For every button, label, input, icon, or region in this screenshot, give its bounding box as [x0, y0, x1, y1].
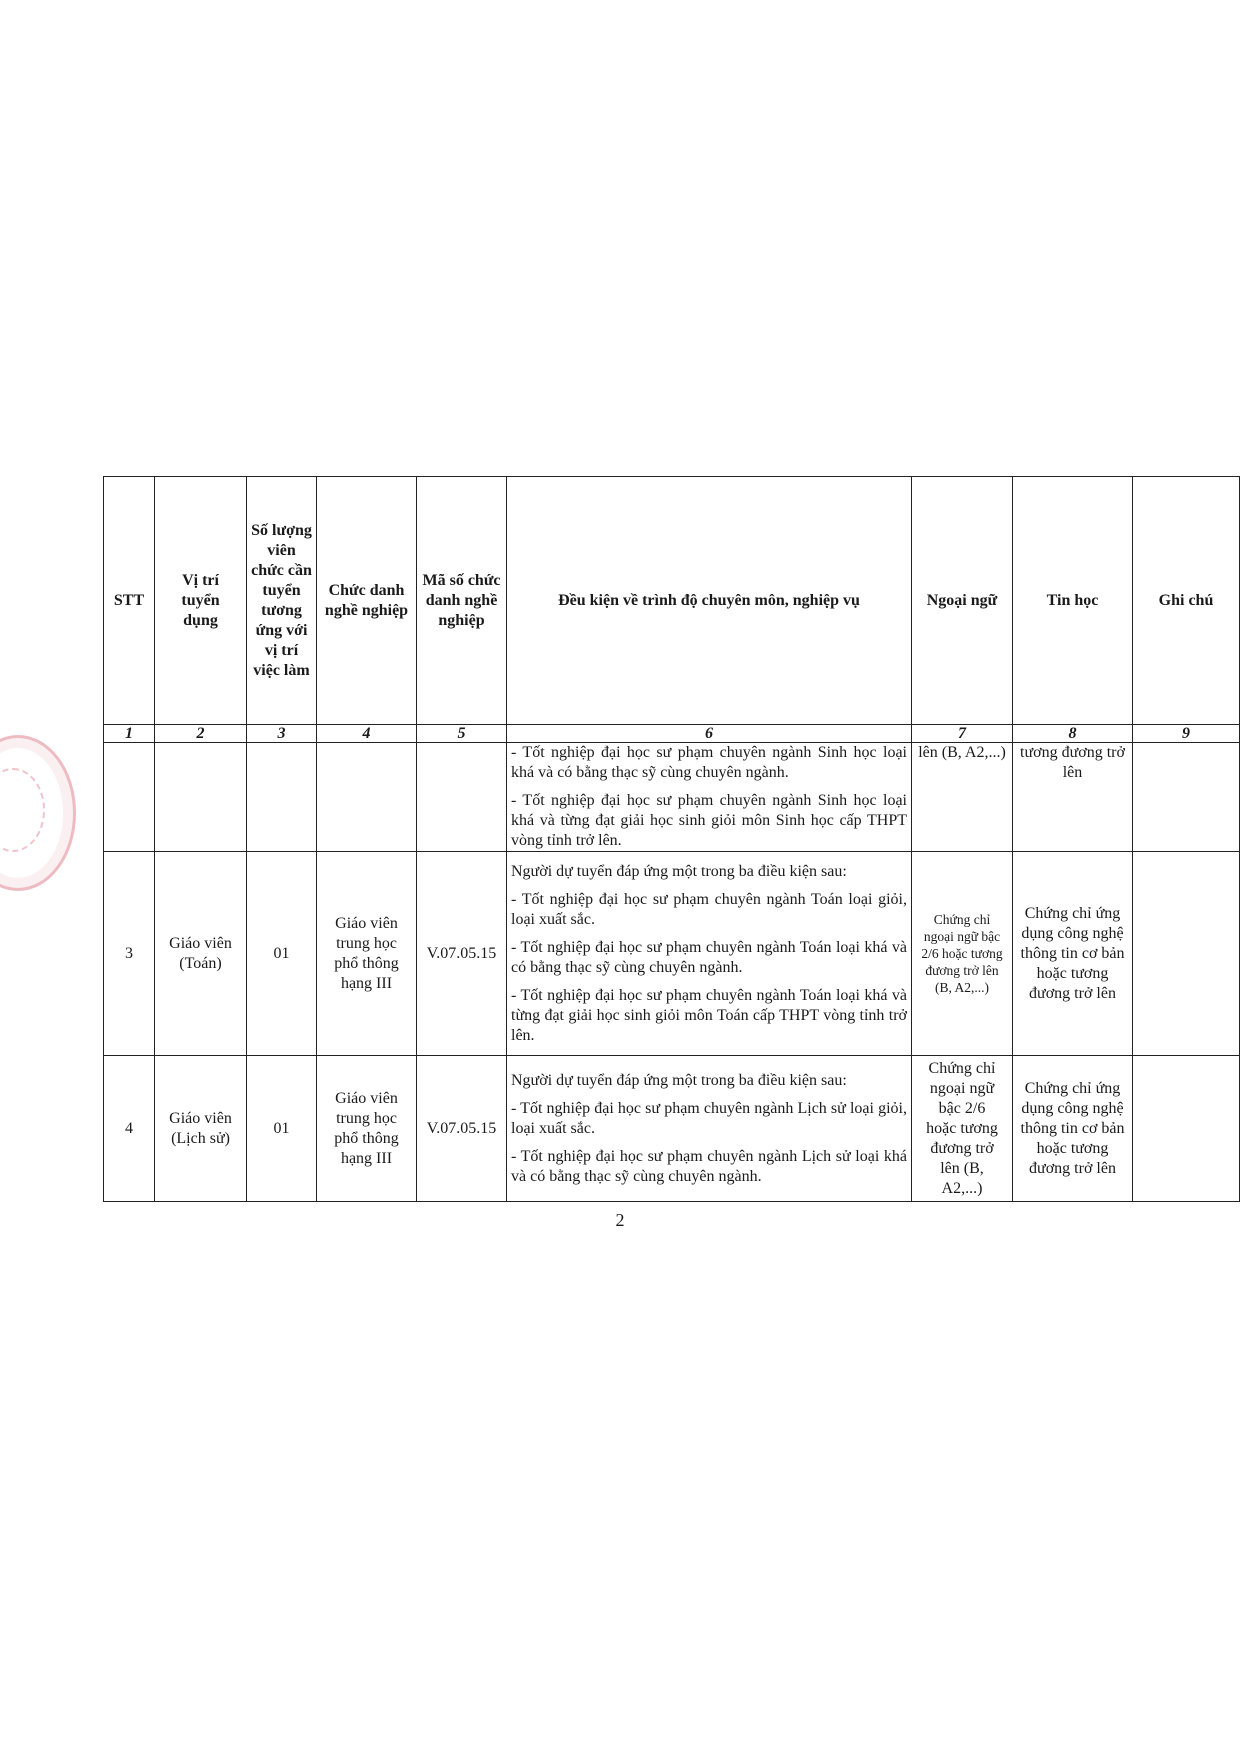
cell-stt: 3: [104, 852, 155, 1056]
header-title: Chức danh nghề nghiệp: [317, 477, 417, 725]
column-number: 8: [1013, 725, 1133, 743]
condition-line: Người dự tuyển đáp ứng một trong ba điều kiện sau:: [511, 862, 847, 880]
condition-line: - Tốt nghiệp đại học sư phạm chuyên ngành Toán loại khá và có bằng thạc sỹ cùng chuyên ngành.: [511, 938, 907, 976]
condition-line: - Tốt nghiệp đại học sư phạm chuyên ngành Toán loại khá và từng đạt giải học sinh giỏi môn Toán cấp THPT vòng tỉnh trở lên.: [511, 986, 907, 1044]
page-number: 2: [615, 1210, 625, 1230]
recruitment-table: [103, 476, 1240, 1202]
column-number: 4: [317, 725, 417, 743]
condition-line: - Tốt nghiệp đại học sư phạm chuyên ngành Sinh học loại khá và có bằng thạc sỹ cùng chuyên ngành.: [511, 744, 907, 781]
condition-line: Người dự tuyển đáp ứng một trong ba điều kiện sau:: [511, 1071, 847, 1089]
header-language: Ngoại ngữ: [912, 477, 1013, 725]
table-row: [104, 852, 1240, 1056]
column-number-row: [104, 725, 1240, 743]
table-row: [104, 1056, 1240, 1202]
column-number: 3: [247, 725, 317, 743]
cell-title: Giáo viên trung học phổ thông hạng III: [317, 852, 417, 1056]
header-note: Ghi chú: [1133, 477, 1240, 725]
cell-position: Giáo viên (Toán): [155, 852, 247, 1056]
column-number: 5: [417, 725, 507, 743]
cell-note: [1133, 852, 1240, 1056]
header-quantity: Số lượng viên chức cần tuyển tương ứng với vị trí việc làm: [247, 477, 317, 725]
header-conditions: Đều kiện về trình độ chuyên môn, nghiệp vụ: [507, 477, 912, 725]
red-seal-stamp: [0, 735, 76, 891]
cell-stt: 4: [104, 1056, 155, 1202]
cell-conditions: [507, 852, 912, 1056]
condition-line: - Tốt nghiệp đại học sư phạm chuyên ngành Toán loại giỏi, loại xuất sắc.: [511, 890, 907, 928]
column-number: 2: [155, 725, 247, 743]
column-number: 1: [104, 725, 155, 743]
cell-code: V.07.05.15: [417, 852, 507, 1056]
column-number: 6: [507, 725, 912, 743]
cell-code: [417, 743, 507, 852]
cell-code: V.07.05.15: [417, 1056, 507, 1202]
header-row: [104, 477, 1240, 725]
cell-quantity: 01: [247, 1056, 317, 1202]
header-stt: STT: [104, 477, 155, 725]
header-position: Vị trí tuyển dụng: [155, 477, 247, 725]
condition-line: - Tốt nghiệp đại học sư phạm chuyên ngành Sinh học loại khá và từng đạt giải học sinh giỏi môn Sinh học cấp THPT vòng tỉnh trở lên.: [511, 792, 907, 849]
cell-language: Chứng chỉ ngoại ngữ bậc 2/6 hoặc tương đương trở lên (B, A2,...): [912, 852, 1013, 1056]
condition-line: - Tốt nghiệp đại học sư phạm chuyên ngành Lịch sử loại giỏi, loại xuất sắc.: [511, 1099, 907, 1137]
cell-position: [155, 743, 247, 852]
cell-conditions: [507, 1056, 912, 1202]
cell-position: Giáo viên (Lịch sử): [155, 1056, 247, 1202]
cell-conditions: [507, 743, 912, 852]
table-row: [104, 743, 1240, 852]
condition-line: - Tốt nghiệp đại học sư phạm chuyên ngành Lịch sử loại khá và có bằng thạc sỹ cùng chuyên ngành.: [511, 1147, 907, 1185]
cell-it: tương đương trở lên: [1013, 743, 1133, 852]
cell-stt: [104, 743, 155, 852]
column-number: 7: [912, 725, 1013, 743]
cell-language: Chứng chỉ ngoại ngữ bậc 2/6 hoặc tương đương trở lên (B, A2,...): [912, 1056, 1013, 1202]
cell-title: Giáo viên trung học phổ thông hạng III: [317, 1056, 417, 1202]
cell-quantity: [247, 743, 317, 852]
cell-title: [317, 743, 417, 852]
column-number: 9: [1133, 725, 1240, 743]
cell-it: Chứng chỉ ứng dụng công nghệ thông tin cơ bản hoặc tương đương trở lên: [1013, 1056, 1133, 1202]
cell-note: [1133, 743, 1240, 852]
cell-quantity: 01: [247, 852, 317, 1056]
cell-it: Chứng chỉ ứng dụng công nghệ thông tin cơ bản hoặc tương đương trở lên: [1013, 852, 1133, 1056]
cell-language: lên (B, A2,...): [912, 743, 1013, 852]
header-code: Mã số chức danh nghề nghiệp: [417, 477, 507, 725]
header-it: Tin học: [1013, 477, 1133, 725]
cell-note: [1133, 1056, 1240, 1202]
